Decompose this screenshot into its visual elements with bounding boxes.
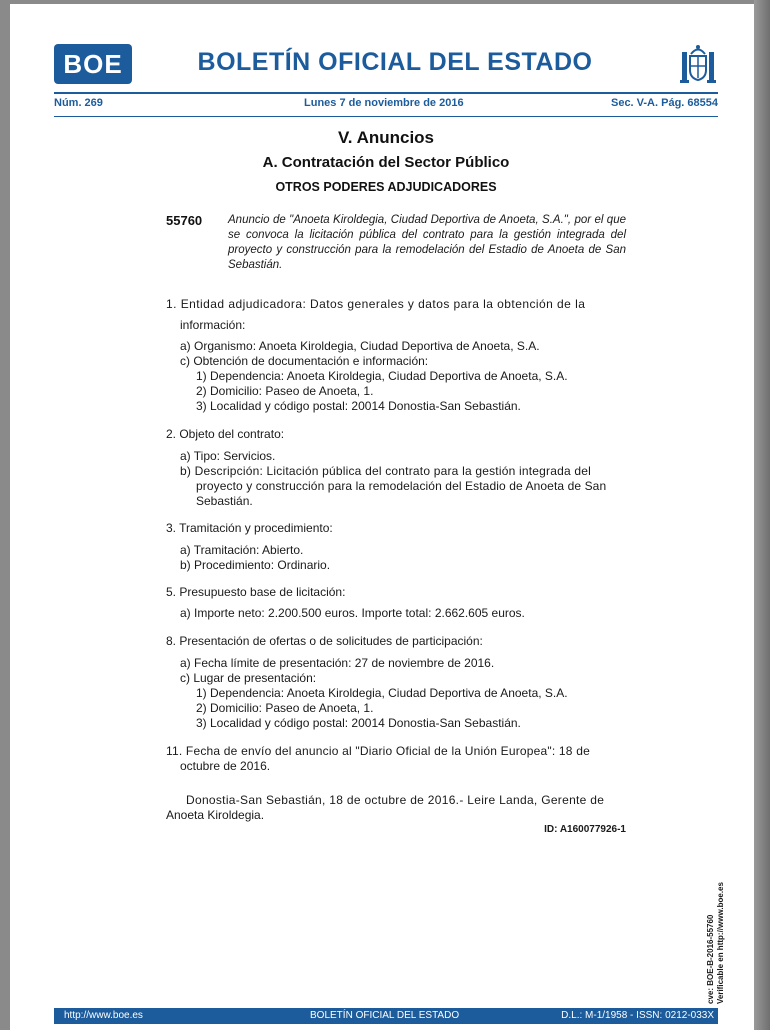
issue-meta-row — [54, 97, 718, 113]
footer-bar — [54, 1008, 718, 1024]
category-heading: OTROS PODERES ADJUDICADORES — [275, 180, 497, 194]
item-1c3: 3) Localidad y código postal: 20014 Donostia-San Sebastián. — [196, 399, 521, 413]
item-2b-line2: proyecto y construcción para la remodelación del Estadio de Anoeta de San — [196, 479, 607, 493]
issue-date: Lunes 7 de noviembre de 2016 — [304, 97, 464, 109]
item-8c2: 2) Domicilio: Paseo de Anoeta, 1. — [196, 701, 374, 715]
item-1c: c) Obtención de documentación e información: — [180, 354, 429, 368]
item-1-title-cont: información: — [180, 318, 246, 332]
section-heading: V. Anuncios — [337, 128, 435, 147]
footer-title: BOLETÍN OFICIAL DEL ESTADO — [310, 1010, 460, 1021]
item-1a: a) Organismo: Anoeta Kiroldegia, Ciudad Deportiva de Anoeta, S.A. — [180, 339, 540, 353]
header-rule-bottom — [54, 116, 718, 117]
item-3a: a) Tramitación: Abierto. — [180, 543, 304, 557]
footer-url-link[interactable]: http://www.boe.es — [64, 1010, 143, 1021]
item-1-title: 1. Entidad adjudicadora: Datos generales y datos para la obtención de la — [166, 297, 586, 311]
item-3b: b) Procedimiento: Ordinario. — [180, 558, 331, 572]
document-id: ID: A160077926-1 — [544, 824, 626, 835]
item-8c: c) Lugar de presentación: — [180, 671, 317, 685]
item-11-title-cont: octubre de 2016. — [180, 759, 271, 773]
closing-line-1: Donostia-San Sebastián, 18 de octubre de 2016.- Leire Landa, Gerente de — [186, 793, 605, 807]
item-11-title: 11. Fecha de envío del anuncio al "Diario Oficial de la Unión Europea": 18 de — [166, 744, 590, 758]
item-1c1: 1) Dependencia: Anoeta Kiroldegia, Ciudad Deportiva de Anoeta, S.A. — [196, 369, 568, 383]
viewer-right-edge — [754, 0, 770, 1030]
header-rule-top — [54, 92, 718, 94]
verification-side-text — [706, 864, 726, 1004]
footer-legal: D.L.: M-1/1958 - ISSN: 0212-033X — [561, 1010, 714, 1021]
coat-of-arms-icon — [678, 44, 718, 86]
item-2-title: 2. Objeto del contrato: — [166, 427, 285, 441]
announcement-summary: Anuncio de "Anoeta Kiroldegia, Ciudad Deportiva de Anoeta, S.A.", por el que se convoca la licitación pública del contrato para la gestión integrada del proyecto y construcción para la remodelación del Estadio de Anoeta de San Sebastián. — [228, 214, 626, 271]
verify-url[interactable]: Verificable en http://www.boe.es — [716, 882, 725, 1004]
section-page: Sec. V-A. Pág. 68554 — [610, 97, 718, 109]
document-page — [10, 4, 754, 1030]
publication-title: BOLETÍN OFICIAL DEL ESTADO — [197, 48, 593, 76]
issue-number: Núm. 269 — [54, 97, 103, 109]
item-3-title: 3. Tramitación y procedimiento: — [166, 521, 333, 535]
subsection-heading: A. Contratación del Sector Público — [262, 154, 510, 171]
item-5-title: 5. Presupuesto base de licitación: — [166, 585, 346, 599]
cve-code: cve: BOE-B-2016-55760 — [706, 914, 715, 1004]
item-8-title: 8. Presentación de ofertas o de solicitudes de participación: — [166, 634, 483, 648]
item-5a: a) Importe neto: 2.200.500 euros. Importe total: 2.662.605 euros. — [180, 606, 525, 620]
announcement-number: 55760 — [166, 213, 203, 228]
item-8c1: 1) Dependencia: Anoeta Kiroldegia, Ciudad Deportiva de Anoeta, S.A. — [196, 686, 568, 700]
item-2b-line3: Sebastián. — [196, 494, 253, 508]
item-2b: b) Descripción: Licitación pública del contrato para la gestión integrada del — [180, 464, 591, 478]
item-1c2: 2) Domicilio: Paseo de Anoeta, 1. — [196, 384, 374, 398]
closing-line-2: Anoeta Kiroldegia. — [166, 808, 265, 822]
item-8c3: 3) Localidad y código postal: 20014 Donostia-San Sebastián. — [196, 716, 521, 730]
item-2a: a) Tipo: Servicios. — [180, 449, 276, 463]
boe-logo: BOE — [54, 44, 132, 84]
item-8a: a) Fecha límite de presentación: 27 de noviembre de 2016. — [180, 656, 495, 670]
